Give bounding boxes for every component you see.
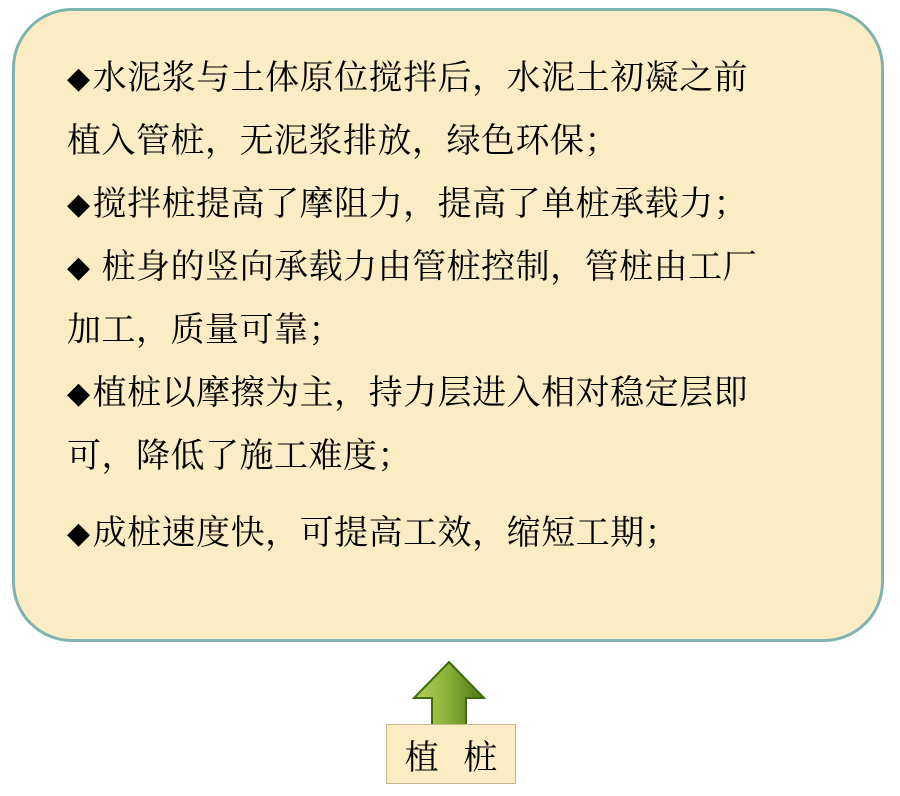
diamond-bullet-icon: ◆ (67, 62, 91, 95)
diamond-bullet-icon: ◆ (67, 517, 91, 550)
bullet-line-text: 水泥浆与土体原位搅拌后，水泥土初凝之前 (92, 60, 749, 97)
diamond-bullet-icon: ◆ (67, 251, 91, 284)
bullet-line-continuation (67, 110, 847, 173)
bottom-label (386, 724, 516, 784)
diamond-bullet-icon: ◆ (67, 377, 91, 410)
bullet-line-continuation (67, 299, 847, 362)
bullet-line-text: 可，降低了施工难度； (67, 438, 412, 475)
bullet-line-text: 植桩以摩擦为主，持力层进入相对稳定层即 (92, 375, 749, 412)
bullet-line-text: 搅拌桩提高了摩阻力，提高了单桩承载力； (92, 186, 749, 223)
bullet-line-text: 成桩速度快，可提高工效，缩短工期； (92, 515, 680, 552)
bullet-line (67, 47, 847, 110)
spacer (67, 488, 847, 502)
bullet-line-text: 桩身的竖向承载力由管桩控制，管桩由工厂 (92, 249, 758, 286)
bullet-line-continuation (67, 425, 847, 488)
callout-box (12, 8, 884, 642)
bullet-line-text: 加工，质量可靠； (67, 312, 343, 349)
bullet-line (67, 173, 847, 236)
bullet-line (67, 362, 847, 425)
diamond-bullet-icon: ◆ (67, 188, 91, 221)
bottom-label-text: 植 桩 (404, 739, 506, 777)
callout-text-block (67, 47, 847, 615)
bullet-line-text: 植入管桩，无泥浆排放，绿色环保； (67, 123, 619, 160)
bullet-line (67, 502, 847, 565)
bullet-line (67, 236, 847, 299)
